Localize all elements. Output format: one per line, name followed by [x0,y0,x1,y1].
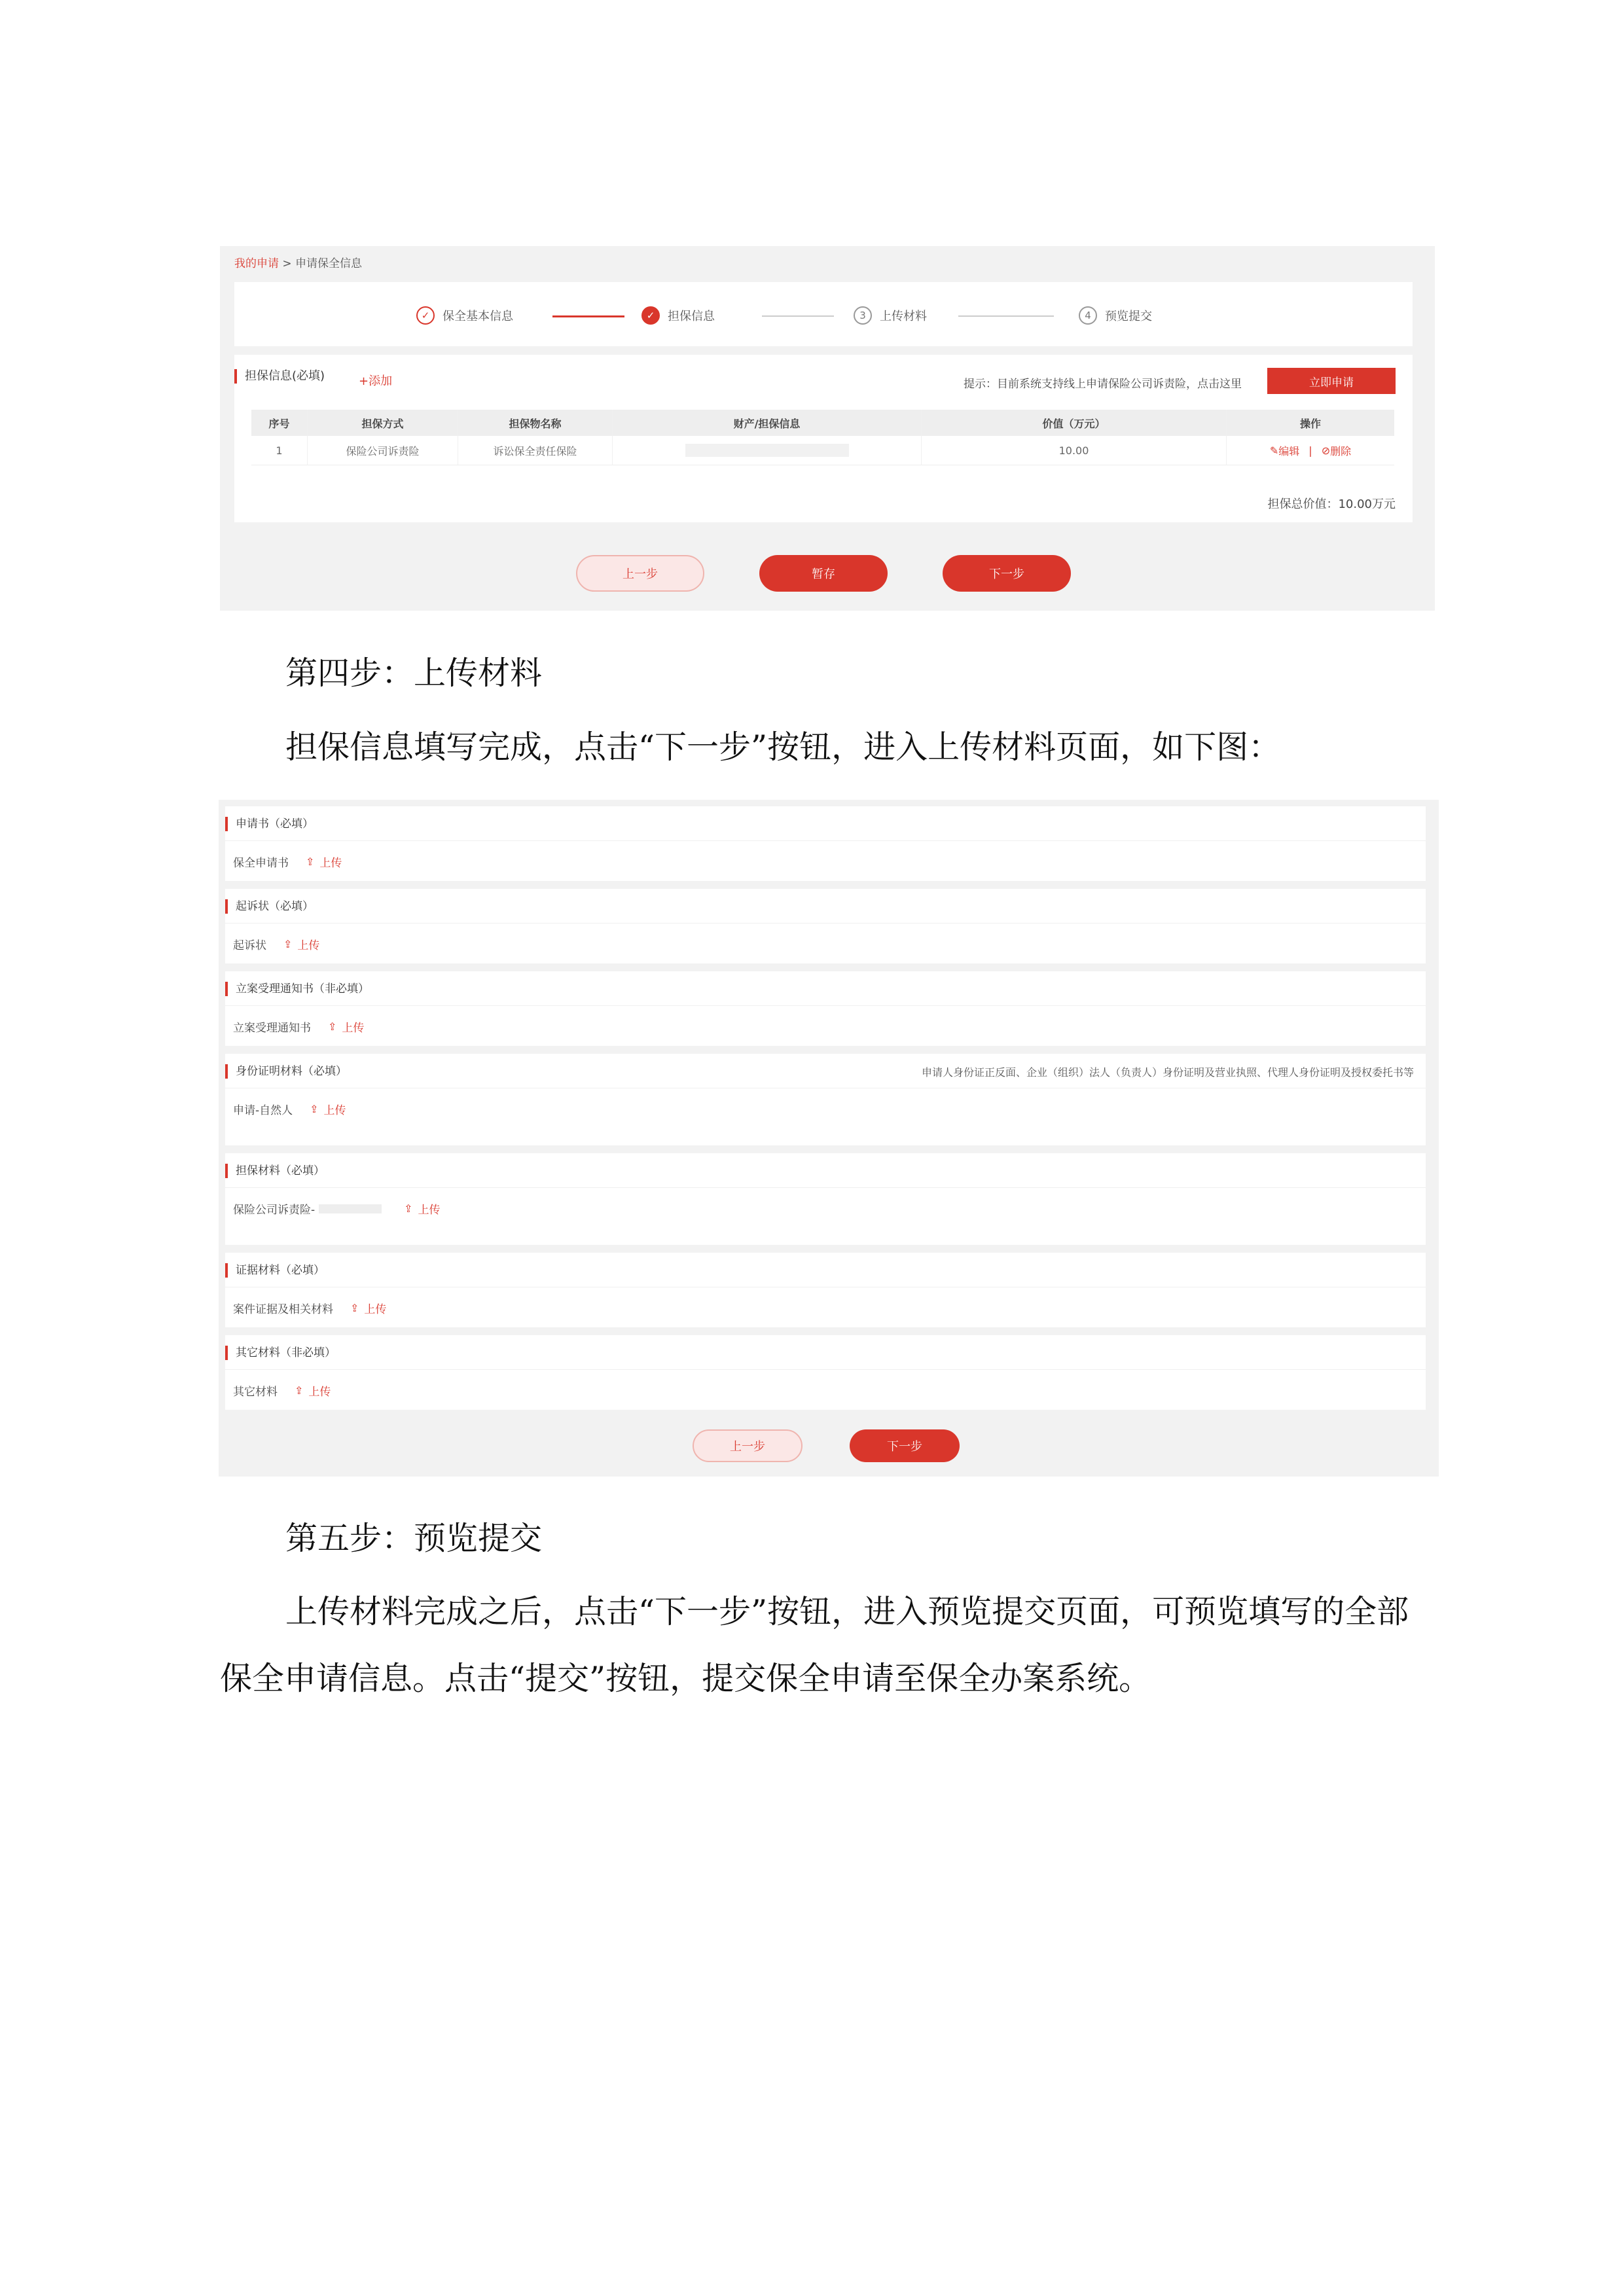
cell-info-redacted [613,436,922,465]
breadcrumb-separator: > [282,257,292,270]
breadcrumb-root[interactable]: 我的申请 [234,257,279,270]
upload-section-application [225,806,1426,881]
upload-item [233,853,342,870]
hint-text: 提示：目前系统支持线上申请保险公司诉责险，点击这里 [964,378,1242,391]
total-amount: 10.00万元 [1338,497,1396,511]
table-row [251,436,1394,465]
upload-icon: ⇪ [283,938,293,950]
item-label: 其它材料 [233,1386,278,1399]
column-header: 操作 [1299,417,1321,430]
upload-icon: ⇪ [295,1384,304,1397]
upload-link[interactable] [350,1300,386,1316]
item-label: 申请-自然人 [233,1104,293,1117]
item-label: 立案受理通知书 [233,1022,311,1035]
step4-heading: 第四步：上传材料 [285,655,543,692]
delete-link[interactable]: 删除 [1330,444,1352,457]
divider [225,923,1426,924]
item-label: 保全申请书 [233,857,289,870]
step4-paragraph: 担保信息填写完成，点击“下一步”按钮，进入上传材料页面，如下图： [285,728,1281,766]
divider [225,840,1426,841]
column-header: 价值（万元） [922,410,1227,436]
upload-label: 上传 [342,1022,365,1035]
requirement-note: 申请人身份证正反面、企业（组织）法人（负责人）身份证明及营业执照、代理人身份证明及授权委托书等 [921,1066,1414,1079]
upload-materials-screenshot [219,800,1439,1477]
breadcrumb-current: 申请保全信息 [295,257,363,270]
guarantee-info-card [234,355,1413,522]
upload-label: 上传 [297,939,320,952]
apply-now-button[interactable]: 立即申请 [1267,368,1396,394]
edit-link[interactable]: 编辑 [1278,444,1300,457]
upload-item [233,1300,386,1316]
save-draft-button[interactable]: 暂存 [759,555,888,592]
column-header: 财产/担保信息 [613,410,922,436]
item-label: 案件证据及相关材料 [233,1303,333,1316]
upload-item [233,1382,331,1399]
upload-label: 上传 [323,1104,346,1117]
section-title: 立案受理通知书（非必填） [225,982,369,996]
column-header: 担保方式 [308,410,458,436]
upload-label: 上传 [308,1386,331,1399]
delete-icon[interactable]: ⊘ [1321,444,1331,457]
step5-heading: 第五步：预览提交 [285,1520,543,1557]
upload-item [233,1101,346,1117]
upload-link[interactable] [283,936,319,952]
upload-icon: ⇪ [310,1103,319,1115]
item-label: 保险公司诉责险- [233,1204,316,1217]
next-step-button[interactable]: 下一步 [943,555,1071,592]
cell-name: 诉讼保全责任保险 [458,436,613,465]
step-number-icon: 3 [854,306,872,325]
step-label: 上传材料 [880,310,927,323]
step-label: 担保信息 [668,310,715,323]
step-number-icon: 4 [1079,306,1097,325]
cell-value: 10.00 [922,436,1227,465]
upload-icon: ⇪ [350,1302,359,1314]
check-circle-icon: ✓ [416,306,435,325]
step-connector [552,315,624,317]
guarantee-table [251,410,1394,465]
section-title: 起诉状（必填） [225,899,314,914]
section-title: 申请书（必填） [225,817,314,831]
cell-actions [1227,436,1394,465]
step-label: 预览提交 [1105,310,1152,323]
divider [225,1187,1426,1188]
section-title: 身份证明材料（必填） [225,1064,347,1079]
column-header: 担保物名称 [458,410,613,436]
section-title: 担保信息(必填) [234,369,325,384]
divider [225,1369,1426,1370]
edit-icon[interactable]: ✎ [1269,444,1279,457]
redacted-bar [685,444,849,457]
step-preview [1079,306,1152,325]
upload-section-complaint [225,889,1426,963]
step-progress-bar [234,282,1413,346]
upload-section-guarantee [225,1153,1426,1245]
upload-item [233,936,319,952]
upload-link[interactable] [306,853,342,870]
upload-item [233,1200,441,1217]
cell-method: 保险公司诉责险 [308,436,458,465]
step-connector [762,315,834,317]
section-title: 担保材料（必填） [225,1164,325,1178]
section-title: 证据材料（必填） [225,1263,325,1278]
upload-section-filing-notice [225,971,1426,1046]
next-step-button[interactable]: 下一步 [850,1429,960,1462]
upload-icon: ⇪ [404,1202,413,1215]
upload-section-other [225,1335,1426,1410]
upload-label: 上传 [418,1204,441,1217]
upload-label: 上传 [319,857,342,870]
upload-icon: ⇪ [306,855,315,868]
step-label: 保全基本信息 [442,310,513,323]
step5-paragraph-line1: 上传材料完成之后，点击“下一步”按钮，进入预览提交页面，可预览填写的全部 [285,1593,1409,1630]
prev-step-button[interactable]: 上一步 [576,555,704,592]
upload-icon: ⇪ [328,1020,337,1033]
guarantee-info-screenshot [220,246,1435,611]
upload-link[interactable] [328,1018,364,1035]
cell-index: 1 [251,436,308,465]
step-connector [958,315,1054,317]
section-title: 其它材料（非必填） [225,1346,336,1360]
breadcrumb [234,254,362,270]
action-divider: | [1308,444,1312,457]
upload-link[interactable] [310,1101,346,1117]
redacted-bar [319,1204,382,1213]
upload-item [233,1018,364,1035]
step-upload [854,306,927,325]
upload-label: 上传 [364,1303,387,1316]
column-header: 序号 [251,410,308,436]
total-label: 担保总价值： [1267,497,1339,511]
step-guarantee-info [641,306,715,325]
check-circle-filled-icon: ✓ [641,306,660,325]
total-value [1267,495,1396,512]
step-basic-info [416,306,513,325]
upload-link[interactable] [404,1200,440,1217]
upload-section-identity [225,1054,1426,1145]
upload-section-evidence [225,1253,1426,1327]
step5-paragraph-line2: 保全申请信息。点击“提交”按钮，提交保全申请至保全办案系统。 [220,1660,1151,1697]
upload-link[interactable] [295,1382,331,1399]
table-header [251,410,1394,436]
add-guarantee-link[interactable]: +添加 [359,374,393,388]
divider [225,1005,1426,1006]
prev-step-button[interactable]: 上一步 [693,1429,803,1462]
item-label: 起诉状 [233,939,266,952]
